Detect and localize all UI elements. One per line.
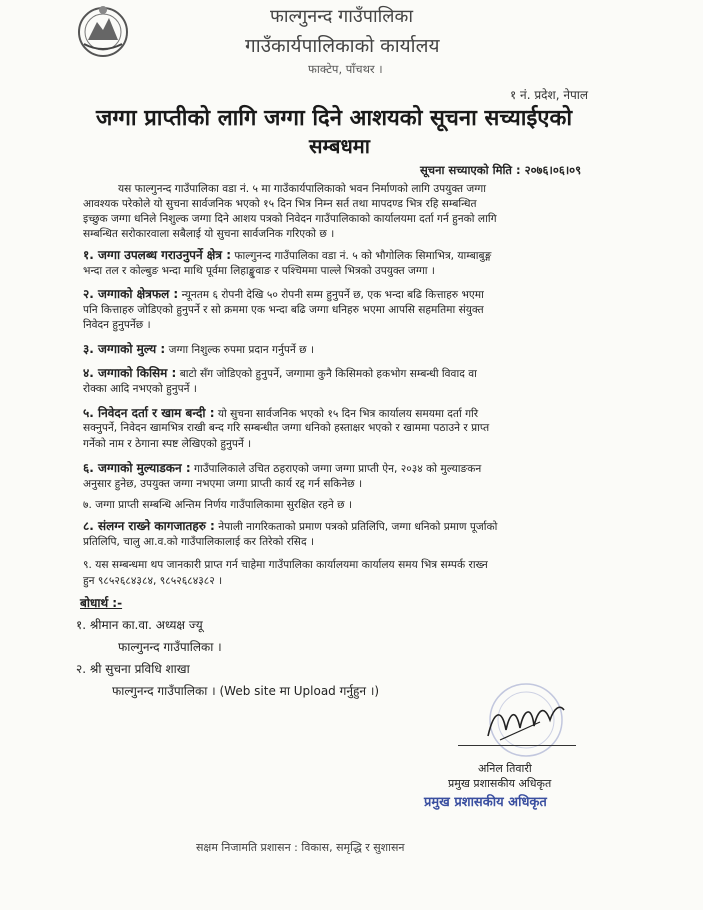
list-item-line: सक्नुपर्ने, निवेदन खामभित्र राखी बन्द गरि सम्बन्धीत जग्गा धनिको हस्ताक्षर भएको र खाममा पठाउने र प्राप्त (83, 422, 490, 434)
cc-recipient-office: फाल्गुनन्द गाउँपालिका । (118, 640, 222, 654)
list-item-line: गर्नेको नाम र ठेगाना स्पष्ट लेखिएको हुनुपर्ने । (83, 438, 252, 450)
intro-line: सम्बन्धित सरोकारवाला सबैलाई यो सुचना सार्वजनिक गरिएको छ । (83, 228, 335, 240)
office-address: फाक्टेप, पाँचथर । (308, 62, 383, 76)
cc-recipient: १. श्रीमान का.वा. अध्यक्ष ज्यू (76, 618, 203, 632)
government-emblem-icon (70, 0, 136, 60)
notice-date: सूचना सच्याएको मिति : २०७६।०६।०९ (420, 163, 582, 177)
intro-line: इच्छुक जग्गा धनिले निशुल्क जग्गा दिने आशय पत्रको निवेदन गाउँपालिकाको कार्यालयमा दर्ता गर्न हुनको लागि (83, 213, 497, 225)
list-item-line: रोक्का आदि नभएको हुनुपर्ने । (83, 383, 197, 395)
signature-line (458, 745, 576, 746)
list-item: ७. जग्गा प्राप्ती सम्बन्धि अन्तिम निर्णय गाउँपालिकामा सुरक्षित रहने छ । (83, 499, 352, 511)
notice-title-line1: जग्गा प्राप्तीको लागि जग्गा दिने आशयको सूचना सच्याईएको (96, 106, 573, 131)
list-item-line: प्रतिलिपि, चालु आ.व.को गाउँपालिकालाई कर तिरेको रसिद । (83, 536, 314, 548)
province-label: १ नं. प्रदेश, नेपाल (510, 88, 589, 102)
intro-line: आवश्यक परेकोले यो सुचना सार्वजनिक भएको १५ दिन भित्र निम्न सर्त तथा मापदण्ड भित्र रहि सम्बन्धित (83, 198, 477, 210)
list-item: ६. जग्गाको मुल्याडकन : गाउँपालिकाले उचित ठहराएको जग्गा जग्गा प्राप्ती ऐन, २०३४ को मुल्याङकन (83, 461, 482, 475)
office-subtitle: गाउँकार्यपालिकाको कार्यालय (245, 35, 440, 57)
list-item: १. जग्गा उपलब्ध गराउनुपर्ने क्षेत्र : फाल्गुनन्द गाउँपालिका वडा नं. ५ को भौगोलिक सिमाभित्र, याम्बाबुङ्ग (83, 248, 492, 262)
list-item: ८. संलग्न राख्ने कागजातहरु : नेपाली नागरिकताको प्रमाण पत्रको प्रतिलिपि, जग्गा धनिको प्रमाण पूर्जाको (83, 519, 498, 533)
notice-title-line2: सम्बधमा (309, 134, 370, 158)
footer-slogan: सक्षम निजामति प्रशासन : विकास, समृद्धि र सुशासन (196, 841, 405, 854)
signature-icon (480, 700, 570, 746)
list-item-line: हुन ९८५२६८४३८४, ९८५२६८४३८२ । (83, 575, 223, 587)
office-name: फाल्गुनन्द गाउँपालिका (270, 6, 413, 27)
cc-recipient: २. श्री सुचना प्रविधि शाखा (76, 662, 190, 676)
list-item-line: पनि कित्ताहरु जोडिएको हुनुपर्ने र सो क्रममा एक भन्दा बढि जग्गा धनिहरु भएमा आपसि सहमतिमा संयुक्त (83, 304, 484, 316)
signer-title: प्रमुख प्रशासकीय अधिकृत (448, 777, 552, 790)
intro-line: यस फाल्गुनन्द गाउँपालिका वडा नं. ५ मा गाउँकार्यपालिकाको भवन निर्माणको लागि उपयुक्त जग्गा (118, 183, 486, 195)
signer-name: अनिल तिवारी (478, 762, 532, 775)
list-item: ३. जग्गाको मुल्य : जग्गा निशुल्क रुपमा प्रदान गर्नुपर्ने छ । (83, 342, 314, 356)
list-item-line: निवेदन हुनुपर्नेछ । (83, 319, 151, 331)
cc-heading: बोधार्थ :- (80, 596, 123, 610)
list-item: ४. जग्गाको किसिम : बाटो सँग जोडिएको हुनुपर्ने, जग्गामा कुनै किसिमको हकभोग सम्बन्धी विवाद वा (83, 366, 477, 380)
list-item-line: अनुसार हुनेछ, उपयुक्त जग्गा नभएमा जग्गा प्राप्ती कार्य रद्द गर्न सकिनेछ । (83, 478, 363, 490)
list-item: २. जग्गाको क्षेत्रफल : न्यूनतम ६ रोपनी देखि ५० रोपनी सम्म हुनुपर्ने छ, एक भन्दा बढि कित्ताहरु भएमा (83, 287, 484, 301)
list-item: ५. निवेदन दर्ता र खाम बन्दी : यो सुचना सार्वजनिक भएको १५ दिन भित्र कार्यालय समयमा दर्ता गरि (83, 406, 479, 420)
cc-recipient-office: फाल्गुनन्द गाउँपालिका । (Web site मा Upload गर्नुहुन ।) (112, 684, 380, 698)
list-item: ९. यस सम्बन्धमा थप जानकारी प्राप्त गर्न चाहेमा गाउँपालिका कार्यालयमा कार्यालय समय भित्र सम्पर्क राख्न (83, 559, 488, 571)
stamp-title: प्रमुख प्रशासकीय अधिकृत (424, 795, 547, 810)
list-item-line: भन्दा तल र कोल्बुङ भन्दा माथि पूर्वमा लिहाङ्खुवाङ र पश्चिममा पाल्ले भित्रको उपयुक्त जग्गा । (83, 265, 435, 277)
